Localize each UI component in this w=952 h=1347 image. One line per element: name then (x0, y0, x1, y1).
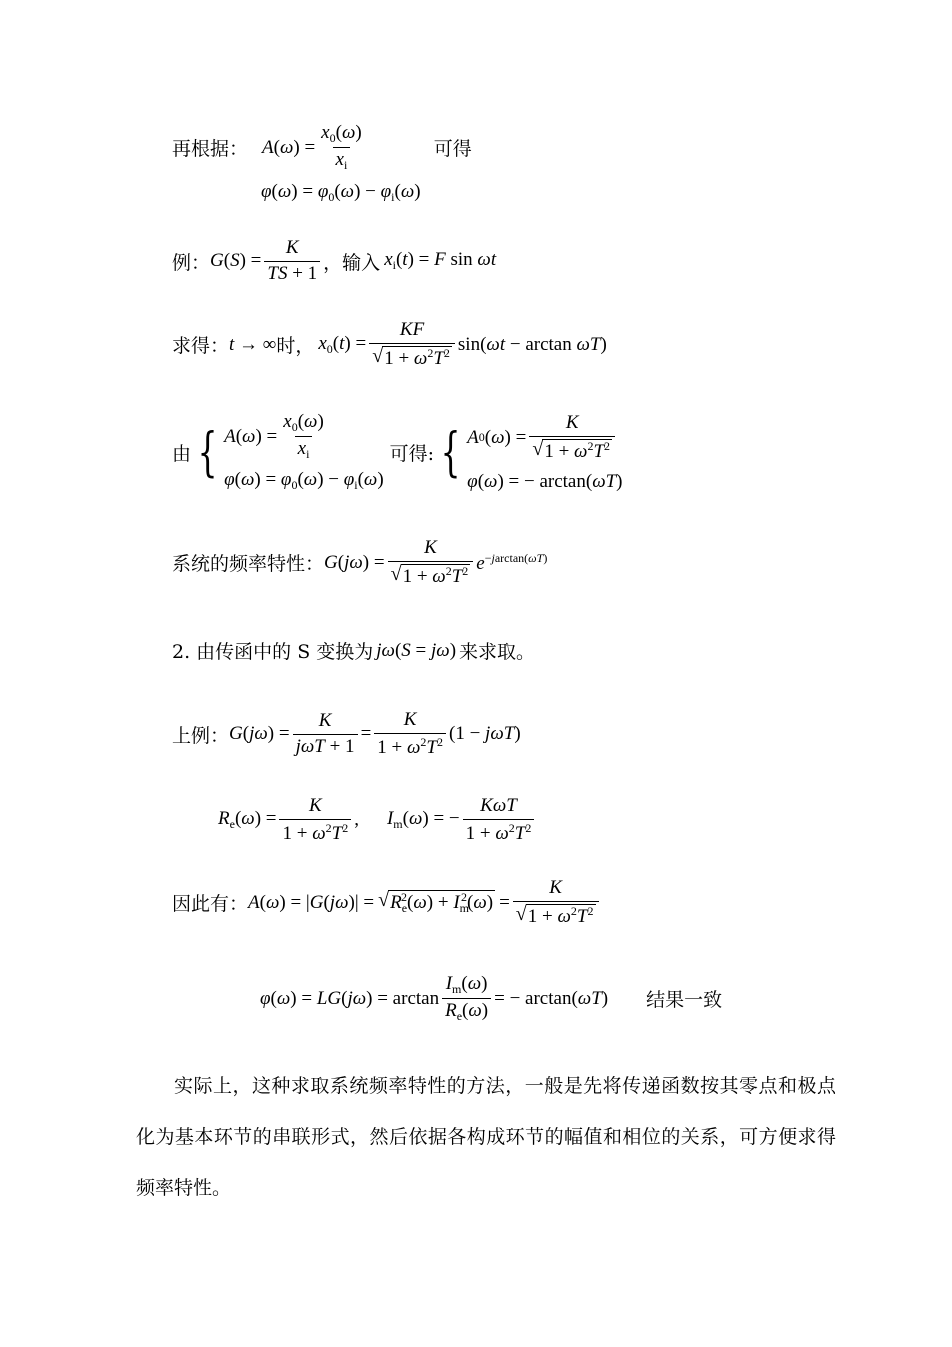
text-when: 时， (276, 335, 315, 358)
text-input: ，输入 (323, 251, 381, 274)
fraction-x0-over-xi: $\frac{x_0(\omega)}{x_i}$ (321, 122, 362, 173)
text-step2-suffix: 来求取。 (459, 641, 536, 663)
text-therefore: 因此有： (172, 893, 249, 916)
conclusion-paragraph (136, 1061, 836, 1214)
text-step2: 2. 由传函中的 S 变换为 (172, 641, 374, 663)
fraction-x0-over-xi-2: $\frac{x_0(\omega)}{x_i}$ (283, 411, 324, 462)
formula-amplitude-def: 再根据： A(ω) = $\frac{x_0(\omega)}{x_i}$ 可得 (172, 122, 472, 173)
formula-example-2: 上例： G(jω) = $\frac{K}{\text{jωT + 1}}$ = $\frac{K}{1 + \omega^2T^2}$ (1 − jωT) (172, 709, 521, 758)
fraction-im: $\frac{\text{KωT}}{1 + \omega^2T^2}$ (463, 796, 535, 845)
formula-therefore: 因此有： A(ω) = |G(jω)| = √ $R_e^2(\omega) + I_m^2(\omega)$ = K √ $1 + \omega^2T^2$ (172, 878, 602, 928)
formula-phase-result: φ(ω) = LG(jω) = arctan $\frac{I_m(\omega)}{R_e(\omega)}$ = − arctan(ωT) 结果一致 (260, 973, 723, 1024)
fraction-k-over-sqrt: K √ $1 + \omega^2T^2$ (529, 413, 615, 463)
fraction-kf-over-sqrt: KF √ $1 + \omega^2T^2$ (369, 320, 455, 370)
text-example-2: 上例： (172, 724, 230, 747)
fraction-k-over-1w2t2: $\frac{K}{1 + \omega^2T^2}$ (374, 710, 446, 759)
formula-frequency-characteristic: 系统的频率特性： G(jω) = K √ $1 + \omega^2T^2$ $e^{-jarctan(\omega T)}$ (172, 537, 548, 587)
formula-example: 例： G(S) = $\frac{K}{TS + 1}$ ，输入 $x_i(t) = F$ sin ωt (172, 237, 497, 284)
fraction-k-over-sqrt-2: K √ $1 + \omega^2T^2$ (388, 538, 474, 588)
fraction-im-over-re: $\frac{I_m(\omega)}{R_e(\omega)}$ (442, 974, 491, 1023)
text-freq-char: 系统的频率特性： (172, 553, 325, 576)
fraction-re: $\frac{K}{1 + \omega^2T^2}$ (279, 796, 351, 845)
text-you: 由 (172, 443, 192, 466)
text-example: 例： (172, 251, 211, 274)
text-re-gen-ju: 再根据： (172, 138, 249, 161)
fraction-k-over-ts1: $\frac{K}{TS + 1}$ (264, 238, 320, 285)
formula-output: 求得： t → ∞ 时， $x_0(t)$ = KF √ $1 + \omega^2T^2$ sin(ωt − arctan ωT) (172, 319, 607, 369)
text-ke-de-2: 可得: (389, 443, 435, 466)
formula-phase-def: $\varphi(\omega) = \varphi_0(\omega) - \varphi_i(\omega)$ (261, 181, 421, 204)
formula-re-im: $R_e(\omega)$ = $\frac{K}{1 + \omega^2T^2}$ , $I_m(\omega)$ = − $\frac{\text{KωT}}{1 + \omega^2T^2}$ (218, 796, 537, 845)
text-result: 求得： (172, 335, 230, 358)
fraction-amplitude: K √ $1 + \omega^2T^2$ (513, 878, 599, 928)
step-2: 2. 由传函中的 S 变换为 jω(S = jω) 来求取。 (172, 637, 535, 664)
formula-system: 由 { A ( ω ) = $\frac{x_0(\omega)}{x_i}$ $\varphi(\omega) = \varphi_0(\omega) - \varphi_i(\omega)$ 可得: { A 0 ( ω ) = K √ $1 + \omega^2T^2$ φ(ω) = − arctan(ωT) (172, 411, 623, 493)
text-consistent: 结果一致 (646, 989, 723, 1012)
text-ke-de: 可得 (433, 138, 472, 161)
fraction-k-over-jwt1: $\frac{K}{\text{jωT + 1}}$ (293, 711, 358, 758)
paragraph-text: 实际上，这种求取系统频率特性的方法，一般是先将传递函数按其零点和极点化为基本环节的串联形式，然后依据各构成环节的幅值和相位的关系，可方便求得频率特性。 (136, 1075, 836, 1199)
